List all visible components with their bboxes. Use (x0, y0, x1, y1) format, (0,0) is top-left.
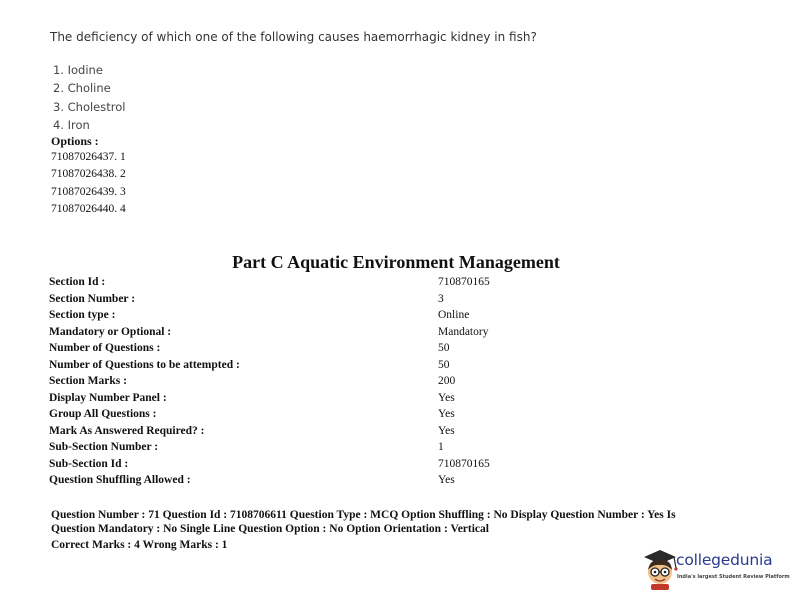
graduate-mascot-icon (640, 548, 680, 590)
info-value: Yes (438, 391, 455, 404)
info-row (49, 340, 749, 357)
info-value: Yes (438, 474, 455, 486)
info-value: Yes (438, 424, 455, 437)
info-row (49, 307, 749, 324)
question-text: The deficiency of which one of the following causes haemorrhagic kidney in fish? (50, 30, 537, 44)
info-label: Sub-Section Number : (49, 441, 159, 453)
info-value: Yes (438, 408, 455, 420)
info-label: Question Shuffling Allowed : (49, 474, 191, 486)
option-id: 71087026438. 2 (51, 168, 126, 181)
info-row (49, 274, 749, 291)
answer-choices (53, 61, 125, 134)
choice-item: 1. Iodine (53, 63, 103, 77)
info-label: Number of Questions : (49, 342, 161, 354)
collegedunia-logo[interactable] (640, 548, 790, 592)
info-label: Mandatory or Optional : (49, 325, 172, 338)
info-row (49, 357, 749, 374)
info-row (49, 373, 749, 390)
section-title: Part C Aquatic Environment Management (232, 252, 560, 272)
info-value: Online (438, 309, 470, 321)
info-value: 200 (438, 375, 456, 387)
info-label: Section type : (49, 309, 116, 321)
option-id: 71087026439. 3 (51, 185, 126, 198)
logo-wordmark: collegedunia (676, 551, 773, 569)
info-row (49, 324, 749, 341)
info-label: Display Number Panel : (49, 391, 167, 404)
info-row (49, 406, 749, 423)
info-label: Section Id : (49, 276, 106, 288)
info-label: Section Number : (49, 292, 136, 305)
info-label: Group All Questions : (49, 408, 157, 420)
info-row (49, 472, 749, 489)
choice-item: 4. Iron (53, 117, 90, 132)
marks-info: Correct Marks : 4 Wrong Marks : 1 (51, 539, 228, 551)
info-label: Section Marks : (49, 375, 127, 387)
info-row (49, 456, 749, 473)
info-value: 710870165 (438, 276, 490, 288)
options-heading: Options : (51, 134, 99, 148)
question-metadata: Question Number : 71 Question Id : 7108706611 Question Type : MCQ Option Shuffling : No Display Question Number : Yes Is Question Mandatory : No Single Line Question Option : No Option Orientation : Vertical (51, 509, 676, 535)
info-row (49, 390, 749, 407)
info-row (49, 439, 749, 456)
info-label: Sub-Section Id : (49, 457, 129, 470)
info-value: 50 (438, 342, 450, 354)
info-label: Number of Questions to be attempted : (49, 358, 240, 371)
info-value: 3 (438, 292, 444, 305)
choice-item: 3. Cholestrol (53, 99, 126, 114)
section-info-table (49, 274, 749, 489)
choice-item: 2. Choline (53, 81, 111, 96)
info-value: 1 (438, 441, 444, 453)
info-label: Mark As Answered Required? : (49, 424, 205, 437)
options-list (51, 149, 126, 218)
logo-tagline: India's largest Student Review Platform (677, 574, 790, 580)
info-value: 710870165 (438, 457, 490, 470)
info-row (49, 423, 749, 440)
info-value: Mandatory (438, 325, 489, 338)
info-value: 50 (438, 358, 450, 371)
option-id: 71087026437. 1 (51, 151, 126, 163)
option-id: 71087026440. 4 (51, 202, 126, 215)
info-row (49, 291, 749, 308)
